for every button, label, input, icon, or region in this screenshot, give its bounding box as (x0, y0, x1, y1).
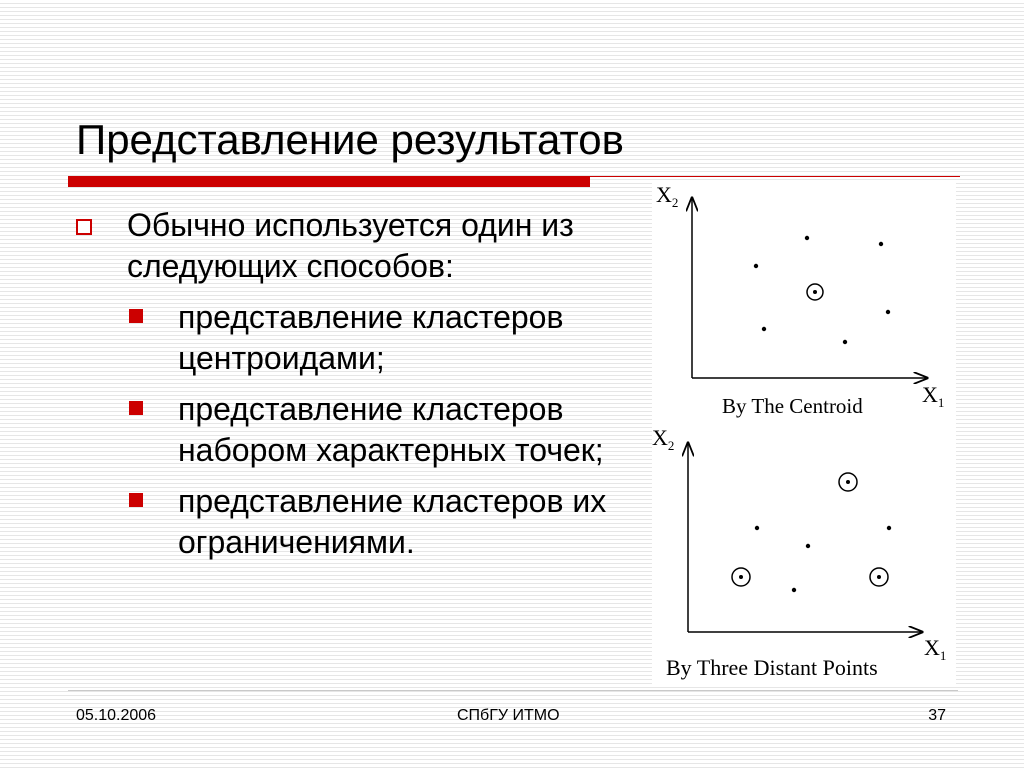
sub-bullet-text: представление кластеров центроидами; (178, 299, 564, 376)
hollow-square-bullet-icon (76, 219, 92, 235)
filled-square-bullet-icon (129, 309, 143, 323)
filled-square-bullet-icon (129, 401, 143, 415)
representative-point-marker (839, 473, 857, 491)
figure-caption: By The Centroid (722, 394, 863, 418)
data-point (843, 340, 847, 344)
data-point (879, 242, 883, 246)
data-point (886, 310, 890, 314)
slide-title: Представление результатов (76, 116, 624, 163)
sub-bullet-item-centroids (76, 297, 636, 379)
bullet-item-main (76, 205, 636, 287)
sub-bullet-text: представление кластеров набором характерных точек; (178, 391, 604, 468)
data-point (805, 236, 809, 240)
x-axis-label: $X_1$ (922, 382, 945, 410)
bullet-text: Обычно используется один из следующих способов: (127, 207, 574, 284)
distant-points-diagram (652, 425, 956, 687)
figure-distant-points (652, 425, 956, 687)
y-axis-label: $X_2$ (652, 425, 675, 453)
sub-bullet-text: представление кластеров их ограничениями. (178, 483, 607, 560)
centroid-marker (807, 284, 823, 300)
data-point (762, 327, 766, 331)
sub-bullet-item-bounds (76, 481, 636, 563)
data-point (755, 526, 759, 530)
footer-rule (68, 690, 958, 691)
data-point (806, 544, 810, 548)
title-underline-bar (68, 176, 590, 187)
footer-date: 05.10.2006 (76, 707, 157, 724)
data-point (792, 588, 796, 592)
filled-square-bullet-icon (129, 493, 143, 507)
bullet-list (76, 205, 636, 563)
figure-centroid (652, 180, 956, 425)
representative-point-marker (732, 568, 750, 586)
figure-caption: By Three Distant Points (666, 655, 878, 680)
centroid-diagram (652, 180, 956, 425)
slide-number: 37 (928, 707, 946, 724)
title-underline-rule (590, 176, 960, 177)
footer-organization: СПбГУ ИТМО (457, 707, 560, 724)
data-point (887, 526, 891, 530)
data-point (754, 264, 758, 268)
sub-bullet-item-points (76, 389, 636, 471)
y-axis-label: $X_2$ (656, 182, 679, 210)
data-points (755, 526, 891, 592)
representative-point-marker (870, 568, 888, 586)
x-axis-label: $X_1$ (924, 635, 947, 663)
